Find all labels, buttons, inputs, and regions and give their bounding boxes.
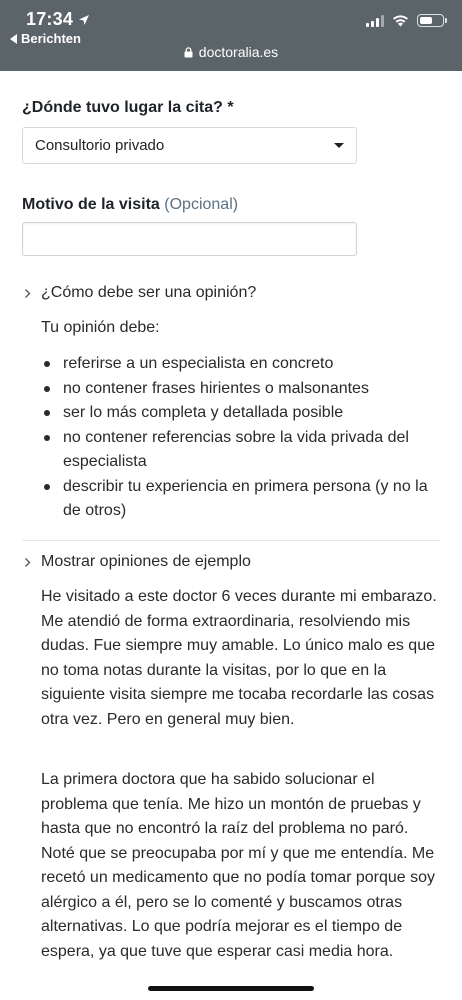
- guidelines-toggle-label: ¿Cómo debe ser una opinión?: [41, 284, 257, 301]
- list-item: referirse a un especialista en concreto: [41, 352, 441, 377]
- cellular-signal-icon: [366, 15, 384, 27]
- chevron-right-icon: [22, 557, 33, 568]
- examples-toggle[interactable]: [22, 553, 251, 571]
- battery-level: [420, 17, 432, 24]
- address-bar[interactable]: [0, 44, 462, 60]
- home-indicator[interactable]: [148, 986, 314, 991]
- status-indicators: [366, 14, 444, 27]
- battery-icon: [417, 14, 444, 27]
- back-app-label: Berichten: [21, 31, 81, 46]
- lock-icon: [184, 47, 193, 58]
- list-item: ser lo más completa y detallada posible: [41, 401, 441, 426]
- status-time-text: 17:34: [26, 9, 74, 29]
- examples-toggle-label: Mostrar opiniones de ejemplo: [41, 553, 251, 570]
- back-triangle-icon: [10, 34, 17, 44]
- reason-label: [22, 196, 238, 214]
- chevron-right-icon: [22, 288, 33, 299]
- location-arrow-icon: [78, 14, 90, 26]
- list-item: no contener frases hirientes o malsonantes: [41, 377, 441, 402]
- example-review-2: La primera doctora que ha sabido solucionar el problema que tenía. Me hizo un montón de pruebas y hasta que no encontró la raíz del problema no paró. Noté que se preocupaba por mí y que me entendía. Me recetó un medicamento que no podía tomar porque soy alérgico a él, pero se lo comenté y buscamos otras alternativas. Lo que podría mejorar es el tiempo de espera, ya que tuve que esperar casi media hora.: [41, 771, 436, 960]
- browser-top-bar: [0, 0, 462, 71]
- example-review-1: He visitado a este doctor 6 veces durante mi embarazo. Me atendió de forma extraordinaria, resolviendo mis dudas. Fue siempre muy amable. Lo único malo es que no toma notas durante la visitas, por lo que en la siguiente visita siempre me tocaba recordarle las cosas otra vez. Pero en general muy bien.: [41, 588, 437, 728]
- guidelines-toggle[interactable]: [22, 284, 256, 302]
- guidelines-intro: Tu opinión debe:: [41, 319, 160, 336]
- reason-label-text: Motivo de la visita: [22, 196, 160, 213]
- location-question: ¿Dónde tuvo lugar la cita? *: [22, 99, 234, 116]
- caret-down-icon: [334, 143, 344, 148]
- location-select-value: Consultorio privado: [35, 137, 165, 154]
- reason-optional-text: (Opcional): [164, 196, 239, 213]
- location-select[interactable]: [22, 127, 357, 164]
- wifi-icon: [392, 15, 409, 27]
- status-time: [26, 9, 90, 30]
- section-divider: [22, 540, 440, 541]
- url-text: doctoralia.es: [198, 44, 279, 60]
- list-item: no contener referencias sobre la vida privada del especialista: [41, 426, 441, 475]
- guidelines-list: [41, 352, 441, 524]
- reason-input[interactable]: [22, 222, 357, 256]
- list-item: describir tu experiencia en primera persona (y no la de otros): [41, 475, 441, 524]
